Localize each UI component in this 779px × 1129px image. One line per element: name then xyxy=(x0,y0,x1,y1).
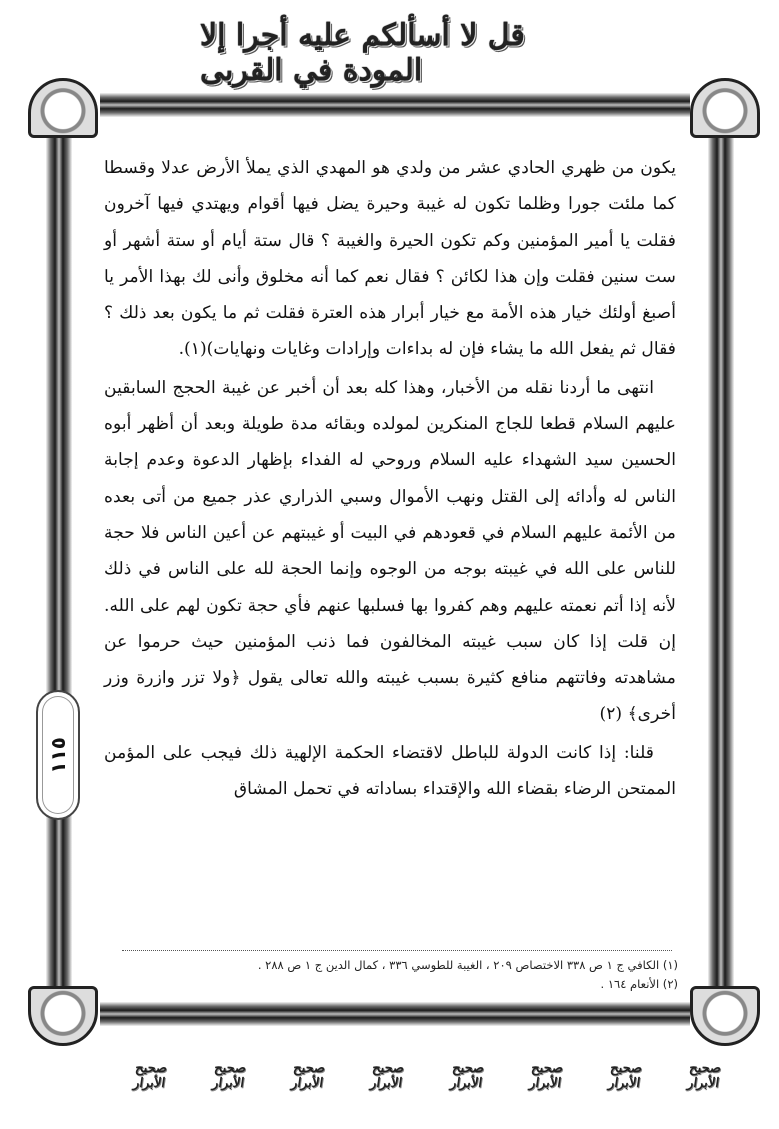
footnote: (١) الكافي ج ١ ص ٣٣٨ الاختصاص ٢٠٩ ، الغيبة للطوسي ٣٣٦ ، كمال الدين ج ١ ص ٢٨٨ . xyxy=(257,958,678,972)
frame-left-border xyxy=(46,120,72,1000)
calligraphy-emblem: صحيح الأبرار xyxy=(607,1061,643,1091)
frame-top-border xyxy=(100,93,690,117)
frame-corner-ornament xyxy=(690,986,760,1046)
paragraph: يكون من ظهري الحادي عشر من ولدي هو المهدي الذي يملأ الأرض عدلا وقسطا كما ملئت جورا وظلما تكون له غيبة وحيرة يضل فيها أقوام ويهتدي فيها آخرون فقلت يا أمير المؤمنين وكم تكون الحيرة والغيبة ؟ قال ستة أيام أو ستة أشهر أو ست سنين فقلت وإن هذا لكائن ؟ فقال نعم كما أنه مخلوق وأنى لك بهذا الأمر يا أصبغ أولئك خيار هذه الأمة مع خيار أبرار هذه العترة فقلت ثم ما يكون بعد ذلك ؟ فقال ثم يفعل الله ما يشاء فإن له بداءات وإرادات وغايات ونهايات)(١). xyxy=(104,158,676,360)
page-number: ١١٥ xyxy=(46,736,70,774)
frame-corner-ornament xyxy=(28,78,98,138)
calligraphy-emblem: صحيح الأبرار xyxy=(132,1061,169,1091)
calligraphy-emblem: صحيح الأبرار xyxy=(369,1061,406,1091)
frame-bottom-border xyxy=(100,1002,690,1026)
frame-right-border xyxy=(708,120,734,1000)
footnotes xyxy=(108,956,678,994)
calligraphy-emblem: صحيح الأبرار xyxy=(527,1061,564,1091)
calligraphy-emblem: صحيح الأبرار xyxy=(211,1061,248,1091)
footnote: (٢) الأنعام ١٦٤ . xyxy=(600,977,678,991)
frame-corner-ornament xyxy=(28,986,98,1046)
footer-emblem-row xyxy=(100,1046,723,1106)
header-calligraphy: قل لا أسألكم عليه أجرا إلا المودة في القربى xyxy=(200,18,525,88)
calligraphy-emblem: صحيح الأبرار xyxy=(290,1061,327,1091)
frame-corner-ornament xyxy=(690,78,760,138)
paragraph: قلنا: إذا كانت الدولة للباطل لاقتضاء الحكمة الإلهية ذلك فيجب على المؤمن الممتحن الرضاء بقضاء الله والإقتداء بساداته في تحمل المشاق xyxy=(104,742,676,800)
calligraphy-emblem: صحيح الأبرار xyxy=(686,1061,723,1091)
footnote-separator xyxy=(122,950,672,951)
page-number-cartouche xyxy=(36,690,80,820)
paragraph: انتهى ما أردنا نقله من الأخبار، وهذا كله بعد أن أخبر عن غيبة الحجج السابقين عليهم السلام قطعا للجاج المنكرين لمولده وبقائه مدة طويلة وبعد أن أظهر أبوه الحسين سيد الشهداء عليه السلام وروحي له الفداء بإظهار الدعوة وعدم إجابة الناس له وأدائه إلى القتل ونهب الأموال وسبي الذراري عذر جميع من أتى بعده من الأئمة عليهم السلام في قعودهم في البيت أو غيبتهم عن أعين الناس فلا حجة للناس على الله في غيبته بوجه من الوجوه وإنما الحجة لله على الناس في ذلك لأنه إذا أتم نعمته عليهم وهم كفروا بها فسلبها عنهم فأي حجة تكون لهم على الله. إن قلت إذا كان سبب غيبته المخالفون فما ذنب المؤمنين حيث حرموا عن مشاهدته وفاتتهم منافع كثيرة بسبب غيبته والله تعالى يقول ﴿ولا تزر وازرة وزر أخرى﴾ (٢) xyxy=(104,377,676,725)
main-text xyxy=(104,150,676,807)
calligraphy-emblem: صحيح الأبرار xyxy=(448,1061,485,1091)
